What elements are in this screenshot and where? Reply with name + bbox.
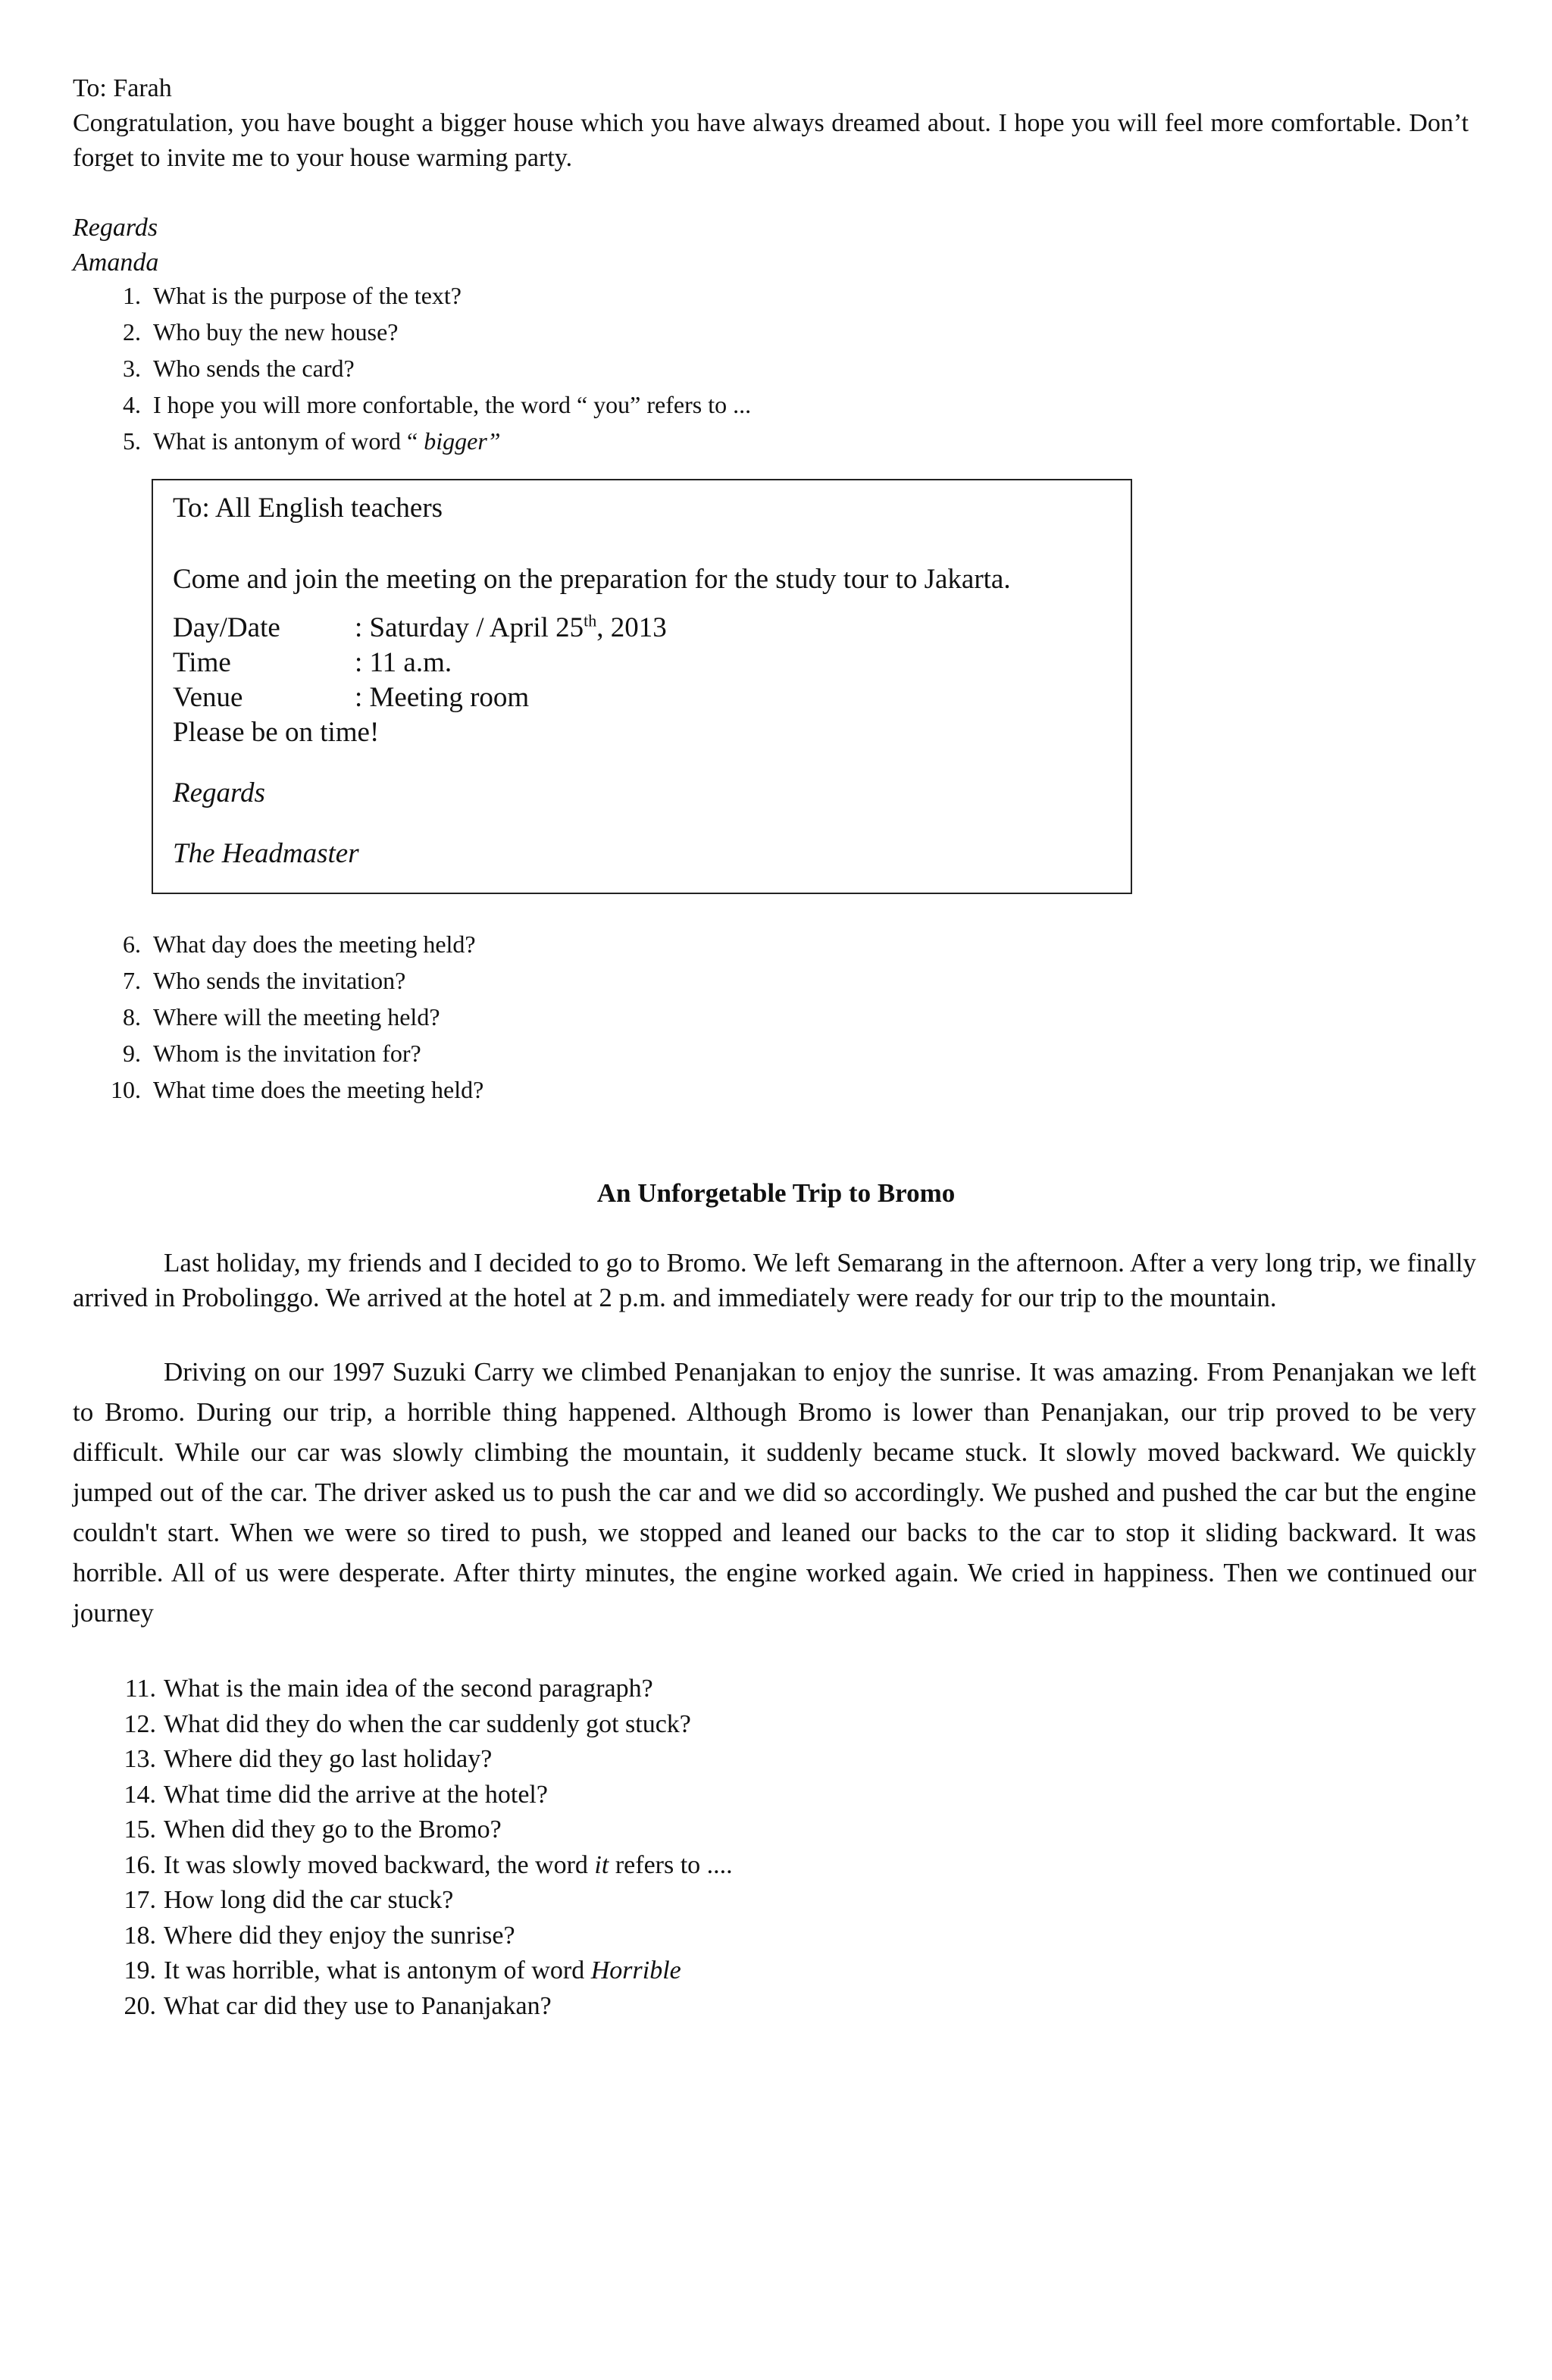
question-text: What time did the arrive at the hotel? [164,1780,548,1809]
question-number: 2. [123,318,141,346]
question-text: I hope you will more confortable, the word “ you” refers to ... [153,391,752,418]
question-text-italic: Horrible [590,1956,681,1984]
question-item [99,1071,483,1108]
question-item [111,1812,733,1848]
question-text: Where will the meeting held? [153,1003,440,1030]
question-number: 9. [123,1040,141,1067]
date-value-year: , 2013 [596,612,667,643]
invitation-recipient: To: All English teachers [173,493,443,524]
question-number: 1. [123,282,141,309]
question-item [99,350,751,386]
story-title: An Unforgetable Trip to Bromo [596,1178,956,1208]
question-text: It was slowly moved backward, the word [164,1850,595,1879]
question-number: 7. [123,967,141,994]
question-item [111,1883,733,1919]
invitation-venue-row [173,680,529,715]
question-number: 4. [123,391,141,418]
invitation-sender: The Headmaster [173,838,359,869]
date-value: : Saturday / April 25 [355,612,584,643]
question-item [111,1707,733,1743]
question-number: 15. [124,1815,156,1844]
date-value-superscript: th [584,611,597,630]
invitation-box [152,479,1132,894]
question-text-suffix: refers to .... [609,1850,733,1879]
question-text: What did they do when the car suddenly got stuck? [164,1709,691,1738]
invitation-body: Come and join the meeting on the preparation for the study tour to Jakarta. [173,564,1011,595]
question-text: What car did they use to Pananjakan? [164,1991,552,2020]
question-text: What is the purpose of the text? [153,282,462,309]
question-number: 12. [124,1709,156,1738]
question-list-2 [99,926,483,1108]
date-label: Day/Date [173,612,280,643]
question-text: Where did they go last holiday? [164,1745,493,1773]
question-item [111,1953,733,1989]
story-paragraph-2: Driving on our 1997 Suzuki Carry we climbed Penanjakan to enjoy the sunrise. It was amazing. From Penanjakan we left to Bromo. During our trip, a horrible thing happened. Although Bromo is lower than Penanjakan, our trip proved to be very difficult. While our car was slowly climbing the mountain, it suddenly became stuck. It slowly moved backward. We quickly jumped out of the car. The driver asked us to push the car and we did so accordingly. We pushed and pushed the car but the engine couldn't start. When we were so tired to push, we stopped and leaned our backs to the car to stop it sliding backward. It was horrible. All of us were desperate. After thirty minutes, the engine worked again. We cried in happiness. Then we continued our journey [73,1357,1476,1628]
question-item [99,1035,483,1071]
card-sender: Amanda [73,249,159,277]
question-item [99,926,483,962]
story-paragraph-1: Last holiday, my friends and I decided to go to Bromo. We left Semarang in the afternoon. After a very long trip, we finally arrived in Probolinggo. We arrived at the hotel at 2 p.m. and immediately were ready for our trip to the mountain. [73,1248,1476,1312]
question-text: It was horrible, what is antonym of word [164,1956,591,1984]
question-text: When did they go to the Bromo? [164,1815,502,1844]
question-text: Who sends the card? [153,355,355,382]
time-value: : 11 a.m. [355,647,452,678]
question-number: 10. [111,1076,141,1103]
invitation-note: Please be on time! [173,717,380,748]
venue-label: Venue [173,682,243,713]
card-body: Congratulation, you have bought a bigger house which you have always dreamed about. I hope you will feel more comfortable. Don’t forget to invite me to your house warming party. [73,109,1469,172]
card-regards: Regards [73,214,158,242]
question-text: What is antonym of word “ [153,427,424,455]
time-label: Time [173,647,231,678]
question-text: Who sends the invitation? [153,967,406,994]
question-item [99,962,483,999]
question-number: 6. [123,930,141,958]
question-text: Who buy the new house? [153,318,399,346]
invitation-regards: Regards [173,777,265,808]
question-list-1 [99,277,751,459]
question-number: 11. [124,1675,156,1703]
question-text: Whom is the invitation for? [153,1040,421,1067]
question-text-italic: it [594,1850,609,1879]
question-number: 17. [124,1886,156,1914]
question-list-3 [111,1672,733,2024]
question-number: 5. [123,427,141,455]
question-text: How long did the car stuck? [164,1886,454,1914]
question-item [111,1742,733,1778]
question-number: 3. [123,355,141,382]
question-text: What day does the meeting held? [153,930,476,958]
venue-value: : Meeting room [355,682,530,713]
question-item [99,386,751,423]
question-item [111,1778,733,1813]
question-text: What time does the meeting held? [153,1076,484,1103]
question-number: 18. [124,1921,156,1950]
question-item [99,999,483,1035]
question-item [111,1919,733,1954]
question-text-italic: bigger” [424,427,501,455]
question-number: 20. [124,1991,156,2020]
invitation-time-row [173,646,452,680]
question-item [111,1672,733,1707]
question-item [111,1848,733,1884]
question-item [99,314,751,350]
card-recipient: To: Farah [73,74,172,102]
question-item [99,423,751,459]
question-number: 14. [124,1780,156,1809]
question-number: 8. [123,1003,141,1030]
question-number: 19. [124,1956,156,1984]
invitation-date-row [173,611,667,646]
question-number: 16. [124,1850,156,1879]
question-number: 13. [124,1745,156,1773]
question-text: What is the main idea of the second paragraph? [164,1675,653,1703]
question-item [111,1989,733,2025]
question-item [99,277,751,314]
question-text: Where did they enjoy the sunrise? [164,1921,515,1950]
